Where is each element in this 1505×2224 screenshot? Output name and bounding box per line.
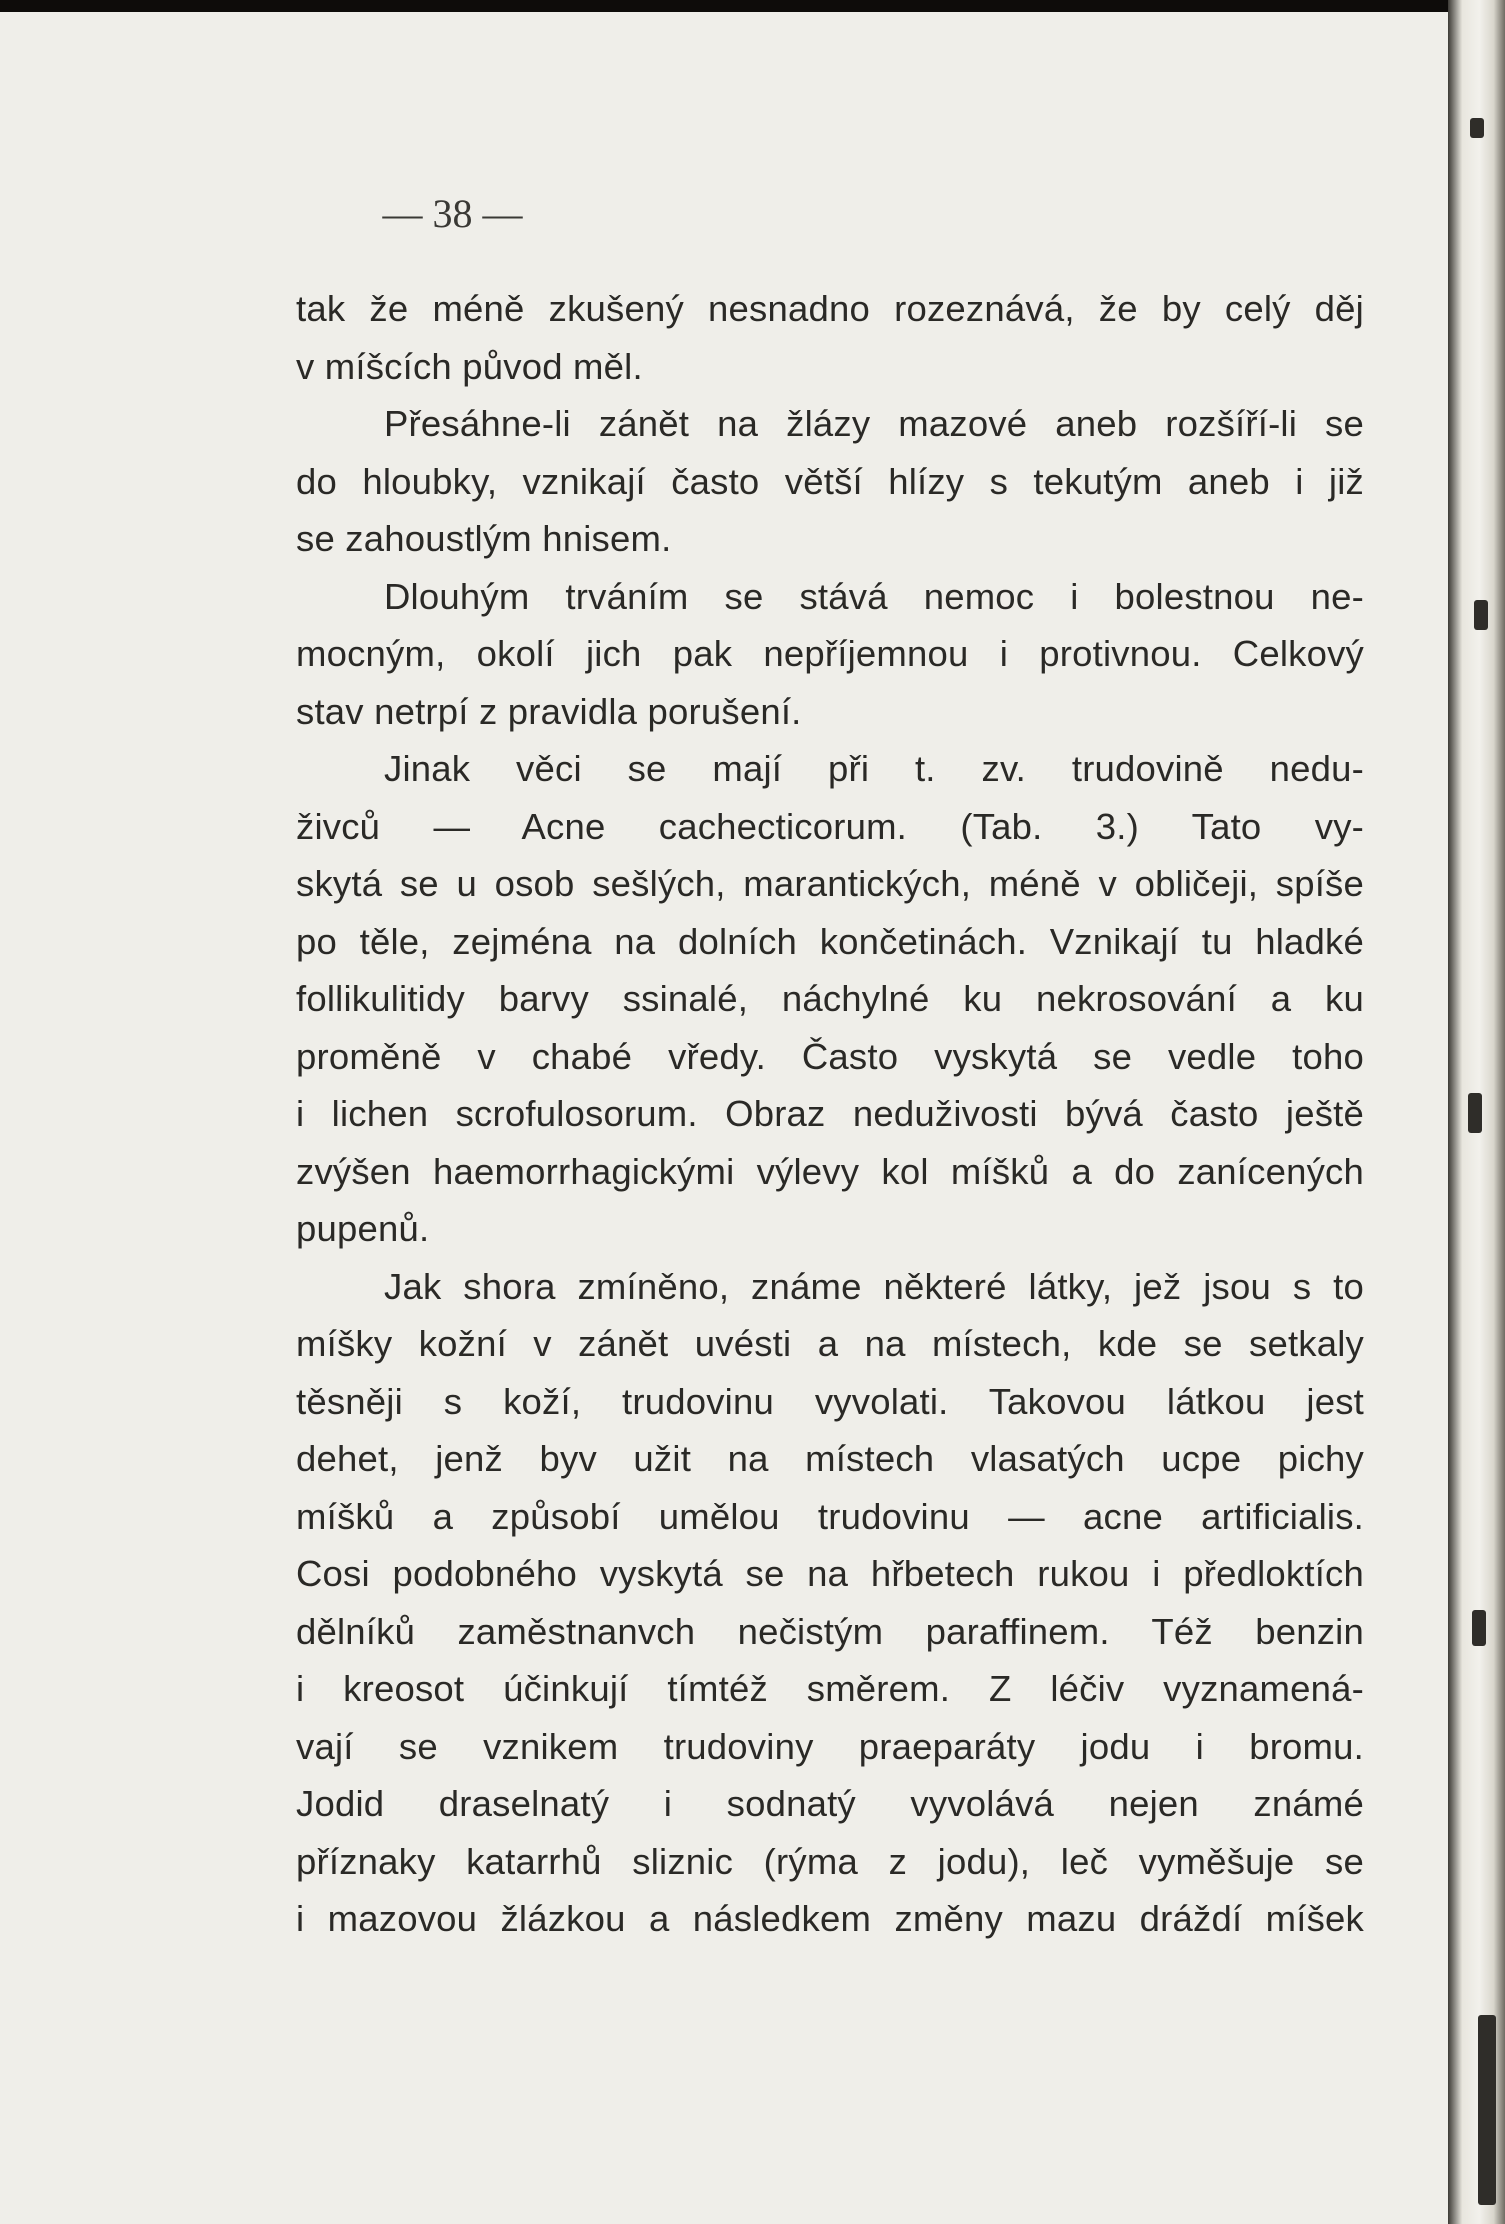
spine-mark (1478, 2015, 1496, 2205)
text-line: i lichen scrofulosorum. Obraz neduživosti bývá často ještě (296, 1093, 1364, 1134)
text-line: Jinak věci se mají při t. zv. trudovině nedu- (384, 748, 1364, 789)
spine-mark (1468, 1093, 1482, 1133)
text-line: dehet, jenž byv užit na místech vlasatých ucpe pichy (296, 1438, 1364, 1479)
text-line: Cosi podobného vyskytá se na hřbetech rukou i předloktích (296, 1553, 1364, 1594)
text-line: skytá se u osob sešlých, marantických, méně v obličeji, spíše (296, 863, 1364, 904)
page-number: — 38 — (382, 191, 523, 236)
text-line: příznaky katarrhů sliznic (rýma z jodu), leč vyměšuje se (296, 1840, 1364, 1882)
spine-mark (1474, 600, 1488, 630)
text-line: Dlouhým trváním se stává nemoc i bolestnou ne- (384, 575, 1364, 617)
text-line: vají se vznikem trudoviny praeparáty jodu i bromu. (296, 1725, 1364, 1767)
text-line: i kreosot účinkují tímtéž směrem. Z léčiv vyznamená- (296, 1668, 1364, 1709)
book-page (0, 12, 1458, 2224)
text-line: Přesáhne-li zánět na žlázy mazové aneb rozšíří-li se (384, 403, 1364, 444)
text-line: zvýšen haemorrhagickými výlevy kol míšků a do zanícených (296, 1150, 1364, 1192)
text-line: těsněji s koží, trudovinu vyvolati. Takovou látkou jest (296, 1380, 1364, 1422)
text-line: follikulitidy barvy ssinalé, náchylné ku nekrosování a ku (296, 978, 1364, 1019)
text-line: po těle, zejména na dolních končetinách. Vznikají tu hladké (296, 920, 1364, 962)
body-text (296, 280, 1364, 1948)
text-line: do hloubky, vznikají často větší hlízy s tekutým aneb i již (296, 460, 1364, 502)
text-line: Jak shora zmíněno, známe některé látky, jež jsou s to (384, 1265, 1364, 1307)
text-line: i mazovou žlázkou a následkem změny mazu dráždí míšek (296, 1898, 1364, 1939)
text-line: stav netrpí z pravidla porušení. (296, 690, 802, 732)
text-line: dělníků zaměstnanvch nečistým paraffinem. Též benzin (296, 1610, 1364, 1652)
scan-top-edge (0, 0, 1505, 12)
text-line: mocným, okolí jich pak nepříjemnou i protivnou. Celkový (296, 633, 1364, 674)
text-line: proměně v chabé vředy. Často vyskytá se vedle toho (296, 1035, 1364, 1077)
text-line: Jodid draselnatý i sodnatý vyvolává nejen známé (296, 1783, 1364, 1824)
text-line: míšků a způsobí umělou trudovinu — acne artificialis. (296, 1495, 1364, 1537)
text-line: míšky kožní v zánět uvésti a na místech, kde se setkaly (296, 1323, 1364, 1364)
spine-mark (1470, 118, 1484, 138)
text-line: pupenů. (296, 1208, 430, 1249)
text-line: v míšcích původ měl. (296, 345, 643, 387)
text-line: se zahoustlým hnisem. (296, 518, 672, 559)
text-line: živců — Acne cachecticorum. (Tab. 3.) Tato vy- (296, 805, 1364, 847)
book-spine-edge (1448, 0, 1505, 2224)
spine-mark (1472, 1610, 1486, 1646)
text-line: tak že méně zkušený nesnadno rozeznává, že by celý děj (296, 288, 1364, 329)
